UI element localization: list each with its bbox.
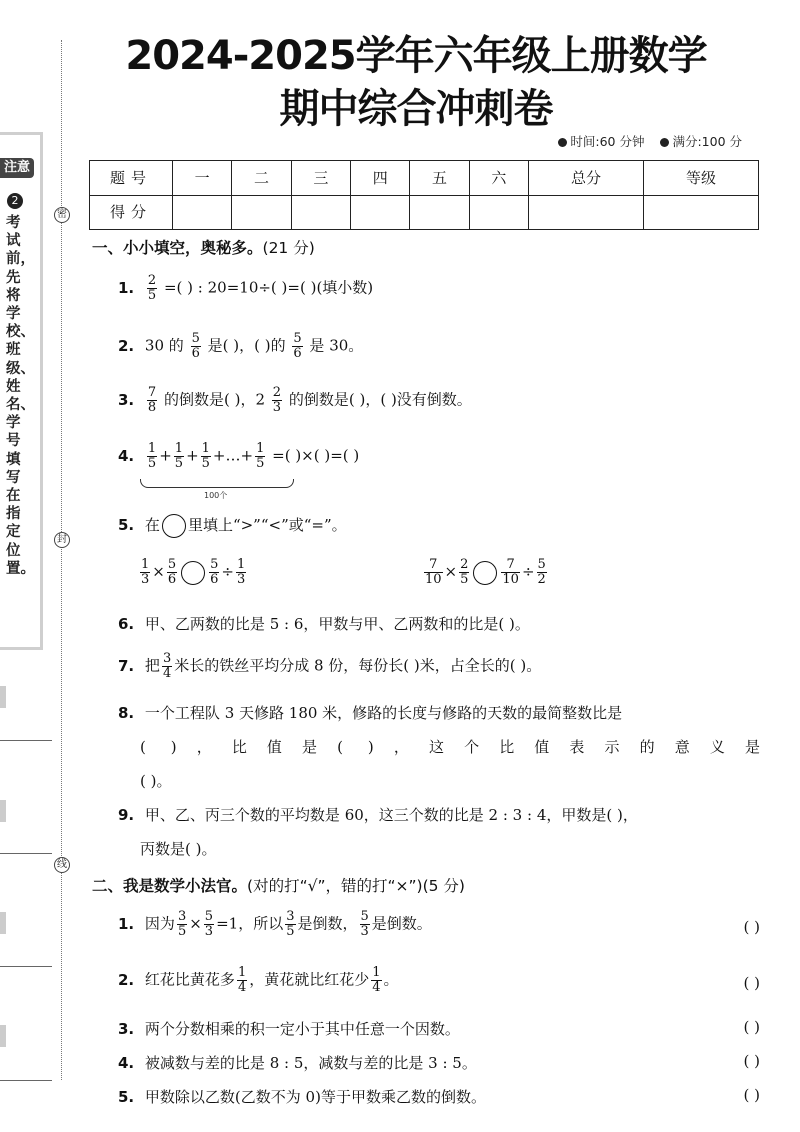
answer-parentheses[interactable]: ( )	[743, 974, 760, 992]
fraction: $\frac{1}{5}$	[147, 441, 157, 471]
question-text: 甲、乙、丙三个数的平均数是 60，这三个数的比是 2 : 3 : 4，甲数是( )，	[144, 806, 638, 824]
question-number: 4.	[118, 446, 135, 465]
column-header: 总分	[529, 161, 644, 196]
question-text: 红花比黄花多	[144, 970, 235, 989]
answer-parentheses[interactable]: ( )	[743, 918, 760, 936]
column-header: 一	[173, 161, 232, 196]
score-table	[89, 160, 759, 230]
column-header: 二	[232, 161, 291, 196]
sum-brace	[140, 479, 294, 488]
question-2	[118, 332, 760, 361]
compare-expression-right: $\frac{7}{10}$ × $\frac{2}{5}$ $\frac{7}{10}$ ÷ $\frac{5}{2}$	[425, 557, 546, 587]
column-header: 六	[469, 161, 528, 196]
answer-circle[interactable]	[473, 561, 497, 585]
full-score: 满分:100 分	[672, 134, 742, 149]
question-text: =( )×( )=( )	[272, 446, 360, 465]
question-text: 甲数除以乙数(乙数不为 0)等于甲数乘乙数的倒数。	[144, 1088, 486, 1106]
question-text: 30 的	[144, 336, 184, 355]
column-header: 五	[410, 161, 469, 196]
row-label: 得分	[90, 195, 173, 230]
judge-question-3	[118, 1018, 760, 1039]
side-mark	[0, 686, 6, 708]
answer-circle[interactable]	[181, 561, 205, 585]
fraction: $\frac{5}{6}$	[293, 331, 302, 361]
question-4: 4. $\frac{1}{5}$ + $\frac{1}{5}$ + $\frac{1}{5}$ +…+ $\frac{1}{5}$ =( )×( )=( )	[118, 441, 360, 471]
section-points: (对的打“√”，错的打“×”)(5 分)	[247, 877, 465, 895]
question-number: 1.	[118, 278, 135, 297]
compare-expression-left: $\frac{1}{3}$ × $\frac{5}{6}$ $\frac{5}{6}$ ÷ $\frac{1}{3}$	[141, 557, 246, 587]
question-1	[118, 274, 760, 303]
question-text: 把	[144, 656, 160, 675]
question-text: ，黄花就比红花少	[249, 970, 370, 989]
answer-parentheses[interactable]: ( )	[743, 1086, 760, 1104]
score-cell[interactable]	[291, 195, 350, 230]
section-title: 一、小小填空，奥秘多。	[92, 239, 263, 257]
question-number: 2.	[118, 336, 135, 355]
judge-question-1: 1. 因为 $\frac{3}{5}$ × $\frac{5}{3}$ =1，所以 $\frac{3}{5}$ 是倒数， $\frac{5}{3}$ 是倒数。	[118, 909, 432, 939]
seal-xian: 线	[54, 857, 70, 873]
question-number: 8.	[118, 704, 135, 722]
question-5	[118, 514, 760, 538]
answer-parentheses[interactable]: ( )	[743, 1052, 760, 1070]
name-line	[0, 1080, 52, 1081]
question-text: 甲、乙两数的比是 5 : 6，甲数与甲、乙两数和的比是( )。	[144, 615, 530, 633]
question-8-line3: ( )。	[140, 772, 172, 790]
page-subtitle: 期中综合冲刺卷	[279, 86, 553, 132]
question-text: 是倒数，	[297, 914, 358, 933]
section-1-heading	[92, 236, 315, 258]
name-line	[0, 966, 52, 967]
question-text: 的倒数是( )，( )没有倒数。	[288, 390, 472, 409]
judge-question-4	[118, 1052, 760, 1073]
fraction: $\frac{7}{8}$	[147, 385, 157, 415]
question-text: 两个分数相乘的积一定小于其中任意一个因数。	[144, 1020, 460, 1038]
judge-question-5	[118, 1086, 760, 1107]
question-number: 6.	[118, 615, 135, 633]
time-limit: 时间:60 分钟	[570, 134, 645, 149]
question-number: 9.	[118, 806, 135, 824]
fraction: $\frac{1}{5}$	[201, 441, 210, 471]
question-text: 里填上“>”“<”或“=”。	[187, 516, 347, 534]
fraction: $\frac{2}{5}$	[147, 273, 157, 303]
section-title: 二、我是数学小法官。	[92, 877, 248, 895]
exam-meta	[546, 132, 742, 150]
question-text: 是 30。	[309, 336, 364, 355]
notice-text: 考试前，先将学校、班级、姓名、学号填写在指定位置。	[6, 215, 35, 577]
score-cell[interactable]	[173, 195, 232, 230]
notice-tag: 注意	[0, 158, 34, 178]
side-mark	[0, 912, 6, 934]
check-icon	[660, 138, 669, 147]
name-line	[0, 853, 52, 854]
brace-label: 100个	[204, 491, 228, 500]
question-number: 5.	[118, 1088, 135, 1106]
judge-question-2: 2. 红花比黄花多 $\frac{1}{4}$ ，黄花就比红花少 $\frac{1}{4}$ 。	[118, 965, 399, 995]
score-cell[interactable]	[469, 195, 528, 230]
question-text: 的倒数是( )，2	[163, 390, 266, 409]
question-8-line2: ( )，比值是( )，这个比值表示的意义是	[140, 738, 760, 756]
side-mark	[0, 1025, 6, 1047]
question-text: 。	[383, 970, 399, 989]
question-8	[118, 702, 760, 723]
question-number: 1.	[118, 914, 135, 933]
question-text: 因为	[144, 914, 175, 933]
question-text: 一个工程队 3 天修路 180 米，修路的长度与修路的天数的最简整数比是	[144, 704, 623, 722]
fraction: $\frac{3}{4}$	[162, 651, 172, 681]
question-number: 3.	[118, 1020, 135, 1038]
question-text: 是( )，( )的	[207, 336, 286, 355]
question-number: 5.	[118, 516, 135, 534]
question-9	[118, 804, 760, 825]
name-line	[0, 740, 52, 741]
question-number: 2.	[118, 970, 135, 989]
fraction: $\frac{1}{5}$	[256, 441, 265, 471]
seal-mi: 密	[54, 207, 70, 223]
binding-line	[61, 40, 62, 1080]
section-2-heading	[92, 874, 465, 896]
table-row	[90, 195, 759, 230]
question-number: 3.	[118, 390, 135, 409]
question-7	[118, 652, 760, 681]
row-label: 题号	[90, 161, 173, 196]
fraction: $\frac{5}{6}$	[191, 331, 200, 361]
seal-feng: 封	[54, 532, 70, 548]
score-cell[interactable]	[351, 195, 410, 230]
table-row	[90, 161, 759, 196]
question-6	[118, 613, 760, 634]
question-text: =( ) : 20=10÷( )=( )(填小数)	[163, 278, 374, 297]
section-points: (21 分)	[262, 239, 315, 257]
fraction: $\frac{2}{3}$	[272, 385, 282, 415]
question-number: 4.	[118, 1054, 135, 1072]
score-cell[interactable]	[410, 195, 469, 230]
notice-number: 2	[7, 193, 23, 209]
column-header: 等级	[644, 161, 759, 196]
answer-parentheses[interactable]: ( )	[743, 1018, 760, 1036]
question-text: ，所以	[238, 914, 284, 933]
question-number: 7.	[118, 656, 135, 675]
question-text: 被减数与差的比是 8 : 5，减数与差的比是 3 : 5。	[144, 1054, 477, 1072]
column-header: 三	[291, 161, 350, 196]
score-cell[interactable]	[529, 195, 644, 230]
fraction: $\frac{1}{5}$	[174, 441, 184, 471]
score-cell[interactable]	[232, 195, 291, 230]
question-text: 是倒数。	[371, 914, 432, 933]
question-text: 米长的铁丝平均分成 8 份，每份长( )米，占全长的( )。	[174, 656, 542, 675]
clock-icon	[558, 138, 567, 147]
page-title: 2024-2025学年六年级上册数学	[125, 33, 707, 79]
question-9-line2: 丙数是( )。	[140, 840, 217, 858]
compare-circle-icon	[162, 514, 186, 538]
column-header: 四	[351, 161, 410, 196]
question-3	[118, 386, 760, 415]
side-mark	[0, 800, 6, 822]
score-cell[interactable]	[644, 195, 759, 230]
question-text: 在	[144, 516, 160, 534]
